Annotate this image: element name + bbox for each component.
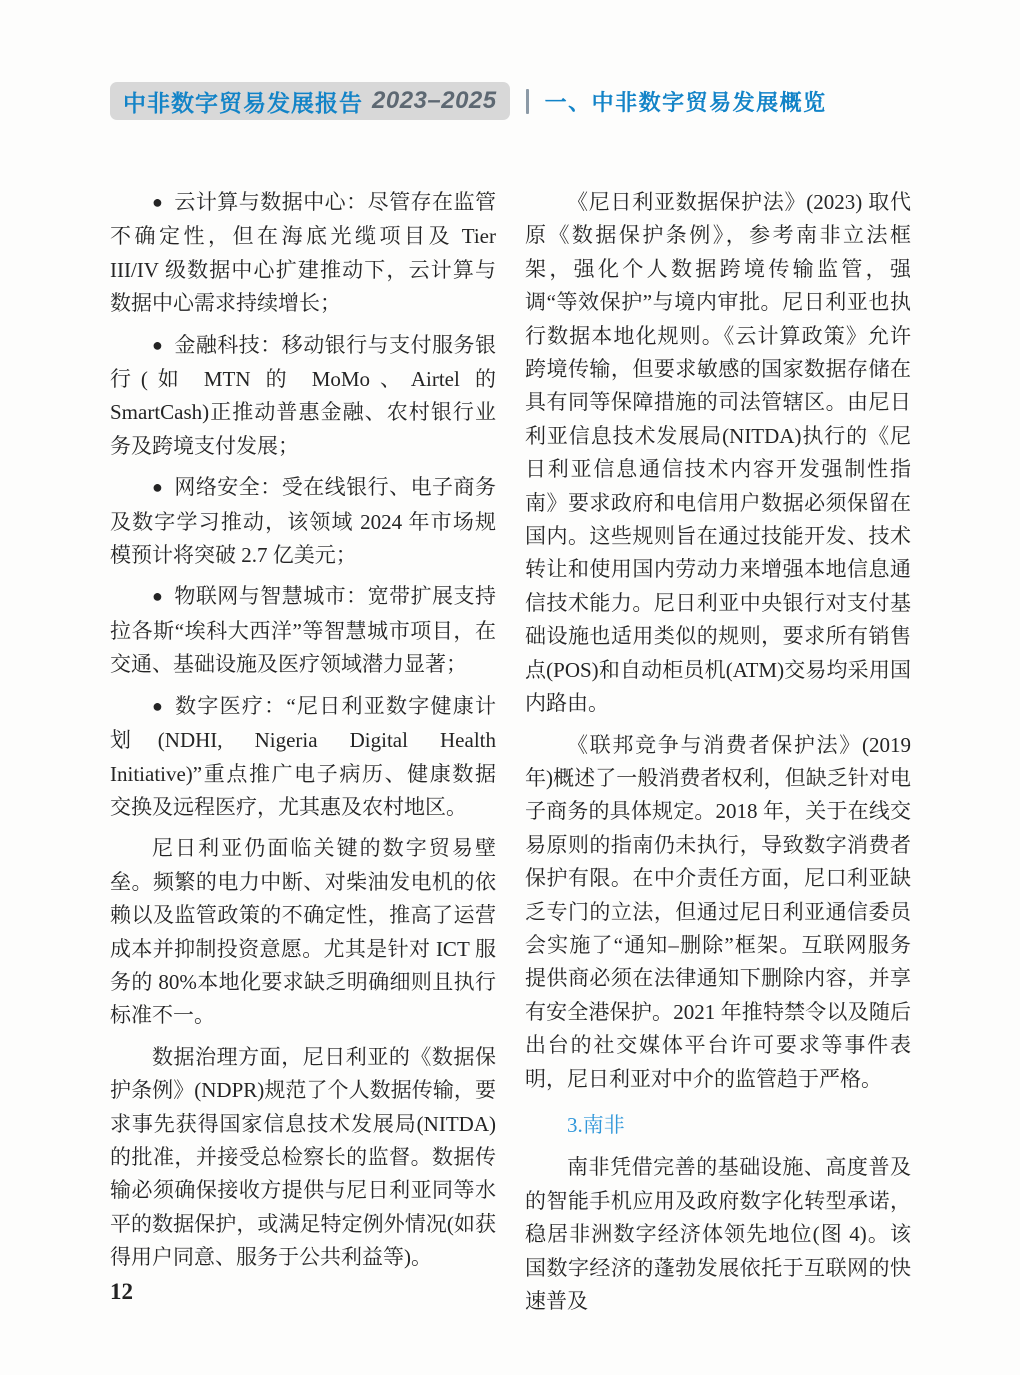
page-header — [110, 82, 827, 120]
bullet-item: ● 云计算与数据中心：尽管存在监管不确定性，但在海底光缆项目及 Tier III/IV 级数据中心扩建推动下，云计算与数据中心需求持续增长； — [110, 190, 497, 316]
right-column — [525, 186, 911, 1318]
bullet-item: ● 物联网与智慧城市：宽带扩展支持拉各斯“埃科大西洋”等智慧城市项目，在交通、基础设施及医疗领域潜力显著； — [110, 584, 497, 677]
body-paragraph: 《尼日利亚数据保护法》(2023) 取代原《数据保护条例》，参考南非立法框架，强化个人数据跨境传输监管，强调“等效保护”与境内审批。尼日利亚也执行数据本地化规则。《云计算政策》允许跨境传输，但要求敏感的国家数据存储在具有同等保障措施的司法管辖区。由尼日利亚信息技术发展局(NITDA)执行的《尼日利亚信息通信技术内容开发强制性指南》要求政府和电信用户数据必须保留在国内。这些规则旨在通过技能开发、技术转让和使用国内劳动力来增强本地信息通信技术能力。尼日利亚中央银行对支付基础设施也适用类似的规则，要求所有销售点(POS)和自动柜员机(ATM)交易均采用国内路由。 — [525, 190, 911, 716]
body-paragraph: 尼日利亚仍面临关键的数字贸易壁垒。频繁的电力中断、对柴油发电机的依赖以及监管政策的不确定性，推高了运营成本并抑制投资意愿。尤其是针对 ICT 服务的 80%本地化要求缺乏明确细则且执行标准不一。 — [110, 836, 496, 1028]
subsection-heading: 3.南非 — [567, 1112, 625, 1137]
bullet-icon: ● — [152, 334, 164, 355]
bullet-item: ● 数字医疗：“尼日利亚数字健康计划(NDHI, Nigeria Digital Health Initiative)”重点推广电子病历、健康数据交换及远程医疗，尤其惠及农村地区。 — [110, 693, 497, 819]
bullet-icon: ● — [152, 192, 164, 212]
body-paragraph: 数据治理方面，尼日利亚的《数据保护条例》(NDPR)规范了个人数据传输，要求事先获得国家信息技术发展局(NITDA)的批准，并接受总检察长的监督。数据传输必须确保接收方提供与尼日利亚同等水平的数据保护，或满足特定例外情况(如获得用户同意、服务于公共利益等)。 — [110, 1044, 496, 1270]
bullet-item: ● 金融科技：移动银行与支付服务银行(如 MTN 的 MoMo、Airtel 的 SmartCash)正推动普惠金融、农村银行业务及跨境支付发展； — [110, 332, 497, 458]
body-paragraph: 《联邦竞争与消费者保护法》(2019 年)概述了一般消费者权利，但缺乏针对电子商务的具体规定。2018 年，关于在线交易原则的指南仍未执行，导致数字消费者保护有限。在中介责任方面，尼口利亚缺乏专门的立法，但通过尼日利亚通信委员会实施了“通知–删除”框架。互联网服务提供商必须在法律通知下删除内容，并享有安全港保护。2021 年推特禁令以及随后出台的社交媒体平台许可要求等事件表明，尼日利亚对中介的监管趋于严格。 — [525, 732, 911, 1091]
header-divider — [526, 89, 529, 114]
chapter-title: 一、中非数字贸易发展概览 — [544, 89, 827, 115]
report-title: 中非数字贸易发展报告 — [123, 89, 363, 116]
bullet-item: ● 网络安全：受在线银行、电子商务及数字学习推动，该领域 2024 年市场规模预计将突破 2.7 亿美元； — [110, 475, 497, 568]
page-number: 12 — [110, 1279, 133, 1304]
report-title-badge — [110, 82, 510, 120]
body-paragraph: 南非凭借完善的基础设施、高度普及的智能手机应用及政府数字化转型承诺，稳居非洲数字经济体领先地位(图 4)。该国数字经济的蓬勃发展依托于互联网的快速普及 — [525, 1155, 911, 1313]
bullet-icon: ● — [152, 695, 165, 716]
bullet-icon: ● — [152, 586, 164, 607]
left-column — [110, 186, 496, 1318]
body-columns — [110, 186, 911, 1318]
report-years: 2023–2025 — [372, 87, 497, 114]
bullet-icon: ● — [152, 477, 164, 498]
